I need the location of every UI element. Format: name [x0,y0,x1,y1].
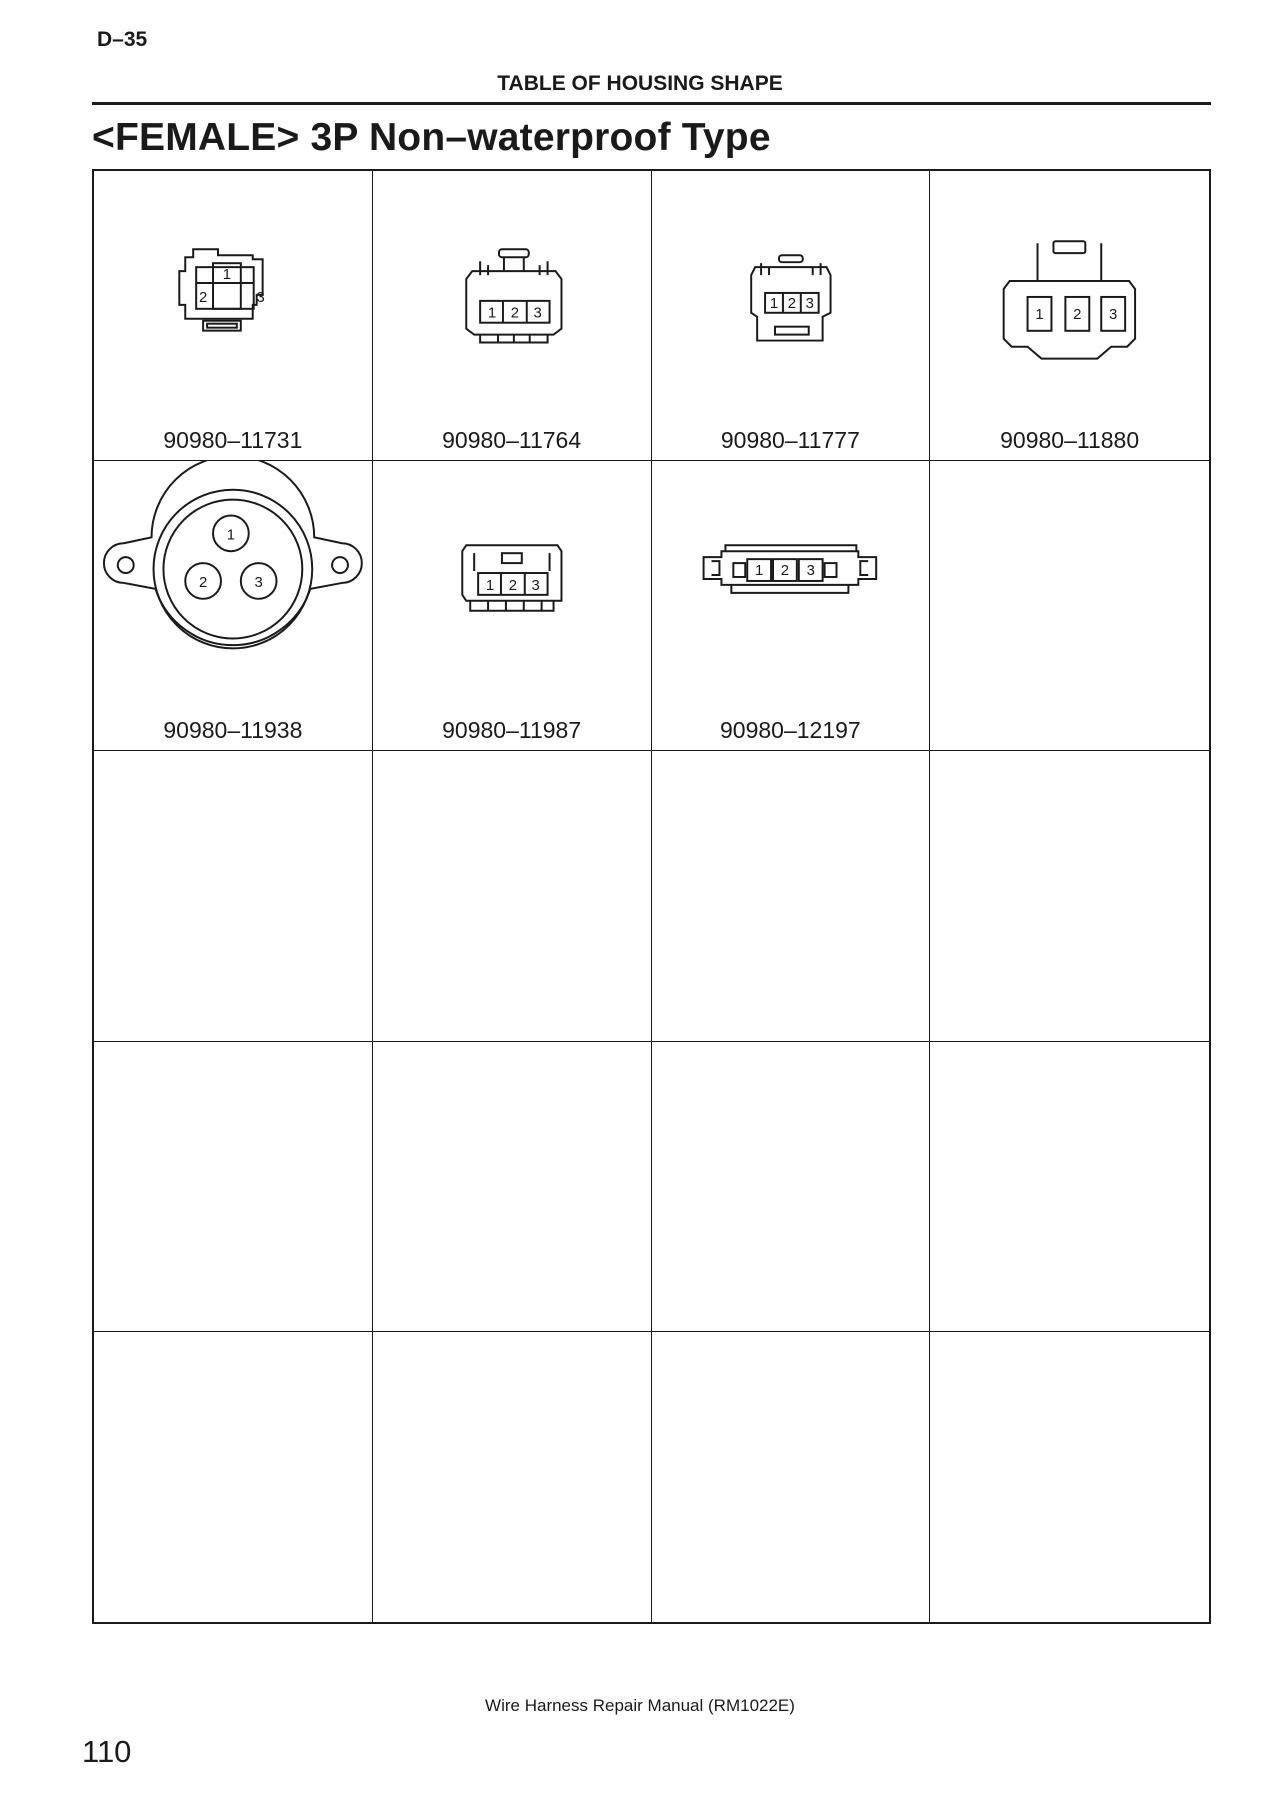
page-code: D–35 [97,28,148,51]
svg-text:1: 1 [485,578,494,595]
empty-cell [930,751,1209,1041]
empty-cell [94,751,373,1041]
empty-cell [373,751,652,1041]
connector-90980-11880-diagram [930,171,1209,401]
empty-cell [373,1042,652,1332]
empty-cell [930,461,1209,751]
svg-text:1: 1 [1035,305,1044,323]
page-number: 110 [82,1734,132,1769]
section-title: TABLE OF HOUSING SHAPE [497,72,783,95]
svg-text:2: 2 [780,563,789,580]
connector-90980-11777-diagram [652,171,930,401]
empty-cell [930,1042,1209,1332]
page-heading: <FEMALE> 3P Non–waterproof Type [92,116,771,159]
svg-text:2: 2 [508,578,517,595]
svg-text:3: 3 [806,563,815,580]
svg-text:2: 2 [198,289,208,306]
svg-text:2: 2 [787,295,796,312]
empty-cell [94,1042,373,1332]
svg-text:3: 3 [533,305,542,322]
connector-cell [94,461,373,751]
housing-shape-table [92,169,1211,1624]
svg-text:3: 3 [805,295,814,312]
svg-text:1: 1 [226,527,236,544]
connector-cell [652,171,931,461]
empty-cell [652,751,931,1041]
empty-cell [930,1332,1209,1622]
footer-manual-title: Wire Harness Repair Manual (RM1022E) [485,1696,795,1715]
svg-text:3: 3 [531,578,540,595]
svg-text:2: 2 [510,305,519,322]
connector-cell [373,171,652,461]
connector-cell [373,461,652,751]
svg-text:2: 2 [1073,305,1082,323]
part-number: 90980–11764 [442,427,582,454]
connector-90980-11731-diagram [94,171,372,401]
part-number: 90980–11880 [1000,427,1140,454]
connector-90980-11764-diagram [373,171,651,401]
svg-text:1: 1 [487,305,496,322]
part-number: 90980–11987 [442,717,582,744]
empty-cell [652,1332,931,1622]
empty-cell [373,1332,652,1622]
part-number: 90980–11731 [163,427,303,454]
connector-cell [94,171,373,461]
svg-text:1: 1 [222,267,232,284]
svg-text:1: 1 [754,563,763,580]
svg-text:3: 3 [254,575,263,592]
connector-90980-11938-diagram [94,461,372,691]
connector-cell [652,461,931,751]
part-number: 90980–11777 [720,427,860,454]
part-number: 90980–11938 [163,717,303,744]
part-number: 90980–12197 [720,717,861,744]
connector-90980-11987-diagram [373,461,651,691]
connector-cell [930,171,1209,461]
svg-text:3: 3 [1109,305,1118,323]
connector-90980-12197-diagram [652,461,930,691]
header-rule [92,102,1211,105]
svg-text:1: 1 [769,295,778,312]
empty-cell [652,1042,931,1332]
empty-cell [94,1332,373,1622]
svg-text:3: 3 [256,289,265,306]
svg-text:2: 2 [198,575,208,592]
